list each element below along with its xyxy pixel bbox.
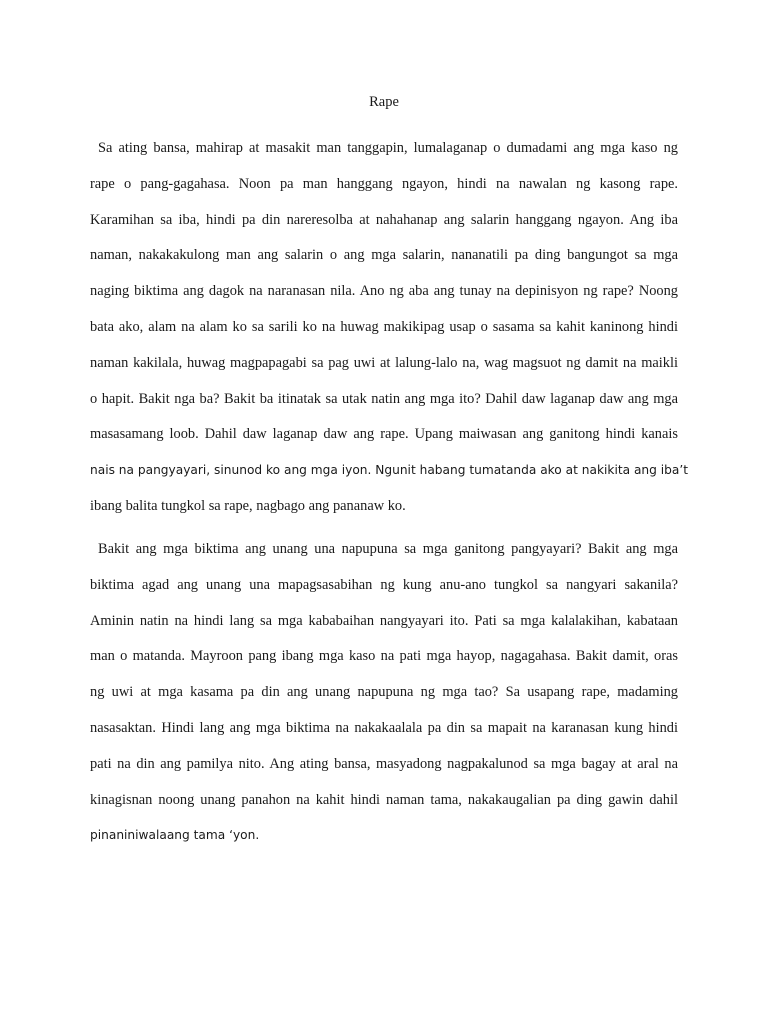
document-title: Rape: [369, 94, 399, 110]
text-line: naging biktima ang dagok na naranasan nila. Ano ng aba ang tunay na depinisyon ng rape? Noong: [90, 283, 678, 300]
text-line: biktima agad ang unang una mapagsasabihan ng kung anu-ano tungkol sa nangyari sakanila?: [90, 576, 678, 593]
text-line: naman, nakakakulong man ang salarin o ang mga salarin, nananatili pa ding bangungot sa mga: [90, 247, 678, 264]
text-line: pati na din ang pamilya nito. Ang ating bansa, masyadong nagpakalunod sa mga bagay at aral na: [90, 755, 678, 772]
text-line: masasamang loob. Dahil daw laganap daw ang rape. Upang maiwasan ang ganitong hindi kanais: [90, 426, 678, 443]
text-line: Sa ating bansa, mahirap at masakit man tanggapin, lumalaganap o dumadami ang mga kaso ng: [98, 140, 678, 156]
text-line: kinagisnan noong unang panahon na kahit hindi naman tama, nakakaugalian pa ding gawin dahil: [90, 791, 678, 808]
paragraph-1: [90, 131, 689, 525]
text-line: ibang balita tungkol sa rape, nagbago ang pananaw ko.: [90, 497, 406, 514]
text-line: nasasaktan. Hindi lang ang mga biktima na nakakaalala pa din sa mapait na karanasan kung hindi: [90, 719, 678, 736]
text-line: Bakit ang mga biktima ang unang una napupuna sa mga ganitong pangyayari? Bakit ang mga: [98, 541, 678, 557]
text-line: rape o pang-gagahasa. Noon pa man hanggang ngayon, hindi na nawalan ng kasong rape.: [90, 175, 678, 192]
text-line: o hapit. Bakit nga ba? Bakit ba itinatak sa utak natin ang mga ito? Dahil daw laganap daw ang mga: [90, 390, 678, 407]
text-line: man o matanda. Mayroon pang ibang mga kaso na pati mga hayop, nagagahasa. Bakit damit, oras: [90, 648, 678, 665]
text-line: nais na pangyayari, sinunod ko ang mga iyon. Ngunit habang tumatanda ako at nakikita ang iba’t: [90, 463, 689, 478]
paragraph-2: [90, 532, 678, 854]
text-line: ng uwi at mga kasama pa din ang unang napupuna ng mga tao? Sa usapang rape, madaming: [90, 684, 678, 701]
text-line: naman kakilala, huwag magpapagabi sa pag uwi at lalung-lalo na, wag magsuot ng damit na maikli: [90, 354, 678, 371]
text-line: pinaniniwalaang tama ‘yon.: [90, 828, 260, 843]
text-line: Karamihan sa iba, hindi pa din nareresolba at nahahanap ang salarin hanggang ngayon. Ang iba: [90, 211, 678, 228]
text-line: Aminin natin na hindi lang sa mga kababaihan nangyayari ito. Pati sa mga kalalakihan, kabataan: [90, 612, 678, 629]
text-line: bata ako, alam na alam ko sa sarili ko na huwag makikipag usap o sasama sa kahit kaninong hindi: [90, 318, 678, 335]
